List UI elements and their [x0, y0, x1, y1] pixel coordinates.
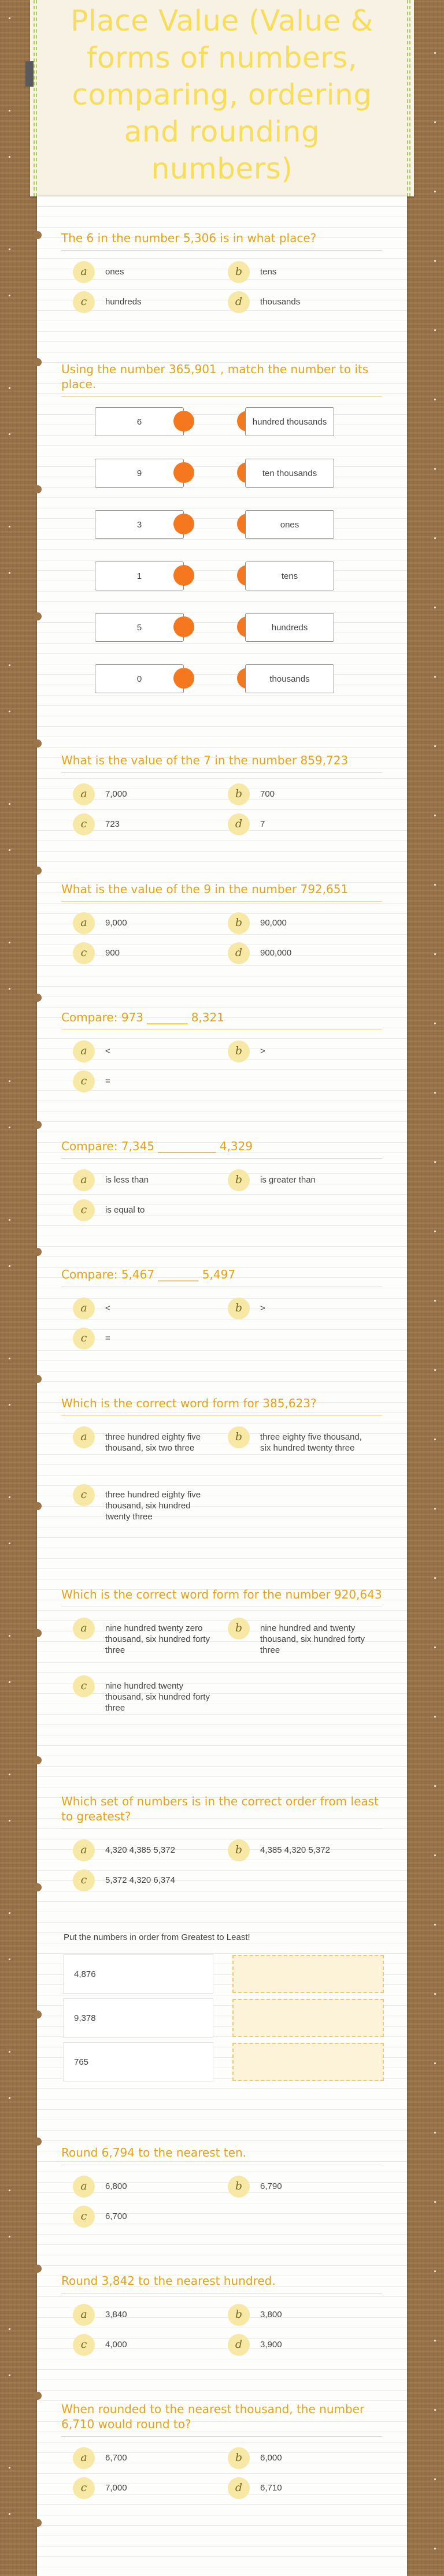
match-right[interactable]: thousands	[245, 664, 334, 693]
option-badge: d	[228, 942, 250, 964]
paper-hole	[34, 612, 42, 620]
board-pin	[9, 1265, 10, 1267]
option-badge: a	[73, 2176, 95, 2198]
drop-slot[interactable]	[232, 1999, 384, 2037]
option-badge: a	[73, 1618, 95, 1640]
match-left[interactable]: 5	[95, 613, 184, 642]
option-text: 3,900	[260, 2340, 282, 2350]
question-text: Put the numbers in order from Greatest to Least!	[64, 1932, 250, 1942]
option-text: >	[260, 1046, 265, 1056]
option-text: 700	[260, 789, 275, 799]
order-row	[64, 1999, 384, 2038]
board-pin	[9, 942, 10, 943]
option-b[interactable]	[228, 1040, 265, 1062]
paper-hole	[34, 1248, 42, 1256]
board-pin	[434, 1993, 436, 1995]
option-d[interactable]	[228, 2477, 282, 2499]
option-text: =	[105, 1076, 110, 1086]
board-pin	[434, 1023, 436, 1024]
header-border	[34, 0, 35, 196]
board-pin	[434, 953, 436, 955]
question-14	[61, 2402, 382, 2507]
board-pin	[9, 572, 10, 574]
option-badge: b	[228, 2447, 250, 2469]
match-right[interactable]: ten thousands	[245, 459, 334, 488]
option-b[interactable]	[228, 2304, 282, 2326]
match-connector-left[interactable]	[173, 668, 194, 689]
option-badge: b	[228, 1426, 250, 1448]
option-text: 6,700	[105, 2211, 127, 2221]
board-pin	[9, 295, 10, 296]
option-text: 6,700	[105, 2453, 127, 2463]
board-pin	[9, 1912, 10, 1914]
option-badge: a	[73, 1298, 95, 1319]
question-3	[61, 753, 382, 843]
board-pin	[434, 537, 436, 539]
option-text: hundreds	[105, 297, 142, 307]
option-c[interactable]	[73, 1675, 212, 1713]
board-pin	[9, 1820, 10, 1822]
draggable-number[interactable]: 765	[64, 2043, 213, 2081]
option-d[interactable]	[228, 813, 265, 835]
option-text: 6,000	[260, 2453, 282, 2463]
option-c[interactable]	[73, 291, 142, 313]
paper-hole	[34, 1883, 42, 1891]
board-pin	[434, 1577, 436, 1579]
option-badge: c	[73, 1675, 95, 1697]
question-text: Which set of numbers is in the correct order from least to greatest?	[61, 1794, 382, 1829]
question-text: When rounded to the nearest thousand, the number 6,710 would round to?	[61, 2402, 382, 2437]
option-text: 900	[105, 948, 120, 958]
option-badge: d	[228, 2334, 250, 2356]
option-text: 3,800	[260, 2310, 282, 2319]
match-row	[95, 510, 349, 538]
board-pin	[9, 2051, 10, 2053]
option-text: is greater than	[260, 1175, 316, 1185]
paper-hole	[34, 1629, 42, 1637]
option-b[interactable]	[228, 1169, 316, 1191]
board-pin	[9, 2513, 10, 2515]
board-pin	[434, 1508, 436, 1510]
question-10	[61, 1794, 382, 1900]
board-pin	[434, 468, 436, 470]
paper-hole	[34, 2138, 42, 2146]
board-pin	[9, 664, 10, 666]
paper-hole	[34, 2265, 42, 2273]
option-text: is less than	[105, 1175, 149, 1185]
board-pin	[9, 849, 10, 851]
question-text: Which is the correct word form for the number 920,643	[61, 1587, 382, 1607]
option-badge: c	[73, 291, 95, 313]
match-right[interactable]: ones	[245, 510, 334, 539]
option-badge: d	[228, 291, 250, 313]
board-pin	[434, 1369, 436, 1371]
option-text: nine hundred and twenty thousand, six hundred forty three	[260, 1623, 365, 1655]
option-text: 900,000	[260, 948, 292, 958]
option-text: 7	[260, 819, 265, 829]
option-b[interactable]	[228, 1298, 265, 1319]
option-b[interactable]	[228, 261, 276, 283]
option-badge: b	[228, 912, 250, 934]
paper-hole	[34, 1502, 42, 1510]
option-b[interactable]	[228, 1618, 367, 1656]
option-badge: c	[73, 2206, 95, 2228]
option-d[interactable]	[228, 942, 291, 964]
option-text: thousands	[260, 297, 301, 307]
option-text: >	[260, 1303, 265, 1313]
board-pin	[434, 2548, 436, 2549]
match-row	[95, 407, 349, 435]
question-11	[64, 1932, 384, 2087]
option-badge: a	[73, 1040, 95, 1062]
option-badge: a	[73, 783, 95, 805]
option-c[interactable]	[73, 942, 120, 964]
option-text: <	[105, 1303, 110, 1313]
paper-hole	[34, 1121, 42, 1129]
board-pin	[434, 2132, 436, 2133]
header-border	[409, 0, 410, 196]
board-pin	[434, 1161, 436, 1163]
board-pin	[434, 260, 436, 262]
option-text: <	[105, 1046, 110, 1056]
match-connector-left[interactable]	[173, 514, 194, 534]
option-badge: b	[228, 783, 250, 805]
option-text: 5,372 4,320 6,374	[105, 1875, 175, 1885]
question-text: Using the number 365,901 , match the number to its place.	[61, 362, 382, 397]
board-pin	[9, 1542, 10, 1544]
board-pin	[434, 1785, 436, 1787]
board-pin	[434, 2062, 436, 2064]
option-text: nine hundred twenty zero thousand, six hundred forty three	[105, 1623, 210, 1655]
match-right[interactable]: hundreds	[245, 613, 334, 642]
option-text: =	[105, 1333, 110, 1343]
option-text: 4,385 4,320 5,372	[260, 1845, 330, 1855]
board-pin	[434, 745, 436, 747]
board-pin	[9, 248, 10, 250]
option-badge: d	[228, 813, 250, 835]
order-row	[64, 1955, 384, 1994]
board-pin	[434, 1924, 436, 1926]
board-pin	[9, 1635, 10, 1637]
option-badge: c	[73, 1869, 95, 1891]
option-d[interactable]	[228, 291, 300, 313]
option-b[interactable]	[228, 1426, 367, 1454]
board-pin	[434, 1231, 436, 1232]
option-c[interactable]	[73, 1070, 110, 1092]
option-text: ones	[105, 267, 124, 277]
option-badge: b	[228, 1040, 250, 1062]
match-left[interactable]: 0	[95, 664, 184, 693]
board-pin	[434, 2340, 436, 2341]
board-pin	[9, 2467, 10, 2469]
board-pin	[9, 1404, 10, 1406]
question-7	[61, 1267, 382, 1358]
option-text: 6,800	[105, 2181, 127, 2191]
paper-hole	[34, 2519, 42, 2527]
option-text: 7,000	[105, 789, 127, 799]
board-pin	[9, 988, 10, 990]
paper-hole	[34, 867, 42, 875]
option-a[interactable]	[73, 912, 127, 934]
board-pin	[9, 1496, 10, 1498]
question-text: The 6 in the number 5,306 is in what place?	[61, 231, 382, 251]
question-12	[61, 2145, 382, 2236]
question-1	[61, 231, 382, 321]
board-pin	[9, 1080, 10, 1082]
board-pin	[434, 2478, 436, 2480]
option-a[interactable]	[73, 261, 124, 283]
board-pin	[9, 2097, 10, 2099]
question-text: Compare: 973 _______ 8,321	[61, 1010, 382, 1030]
option-badge: b	[228, 261, 250, 283]
header-border	[36, 0, 37, 196]
option-badge: c	[73, 1199, 95, 1221]
option-a[interactable]	[73, 1618, 212, 1656]
option-a[interactable]	[73, 783, 127, 805]
board-pin	[9, 1219, 10, 1221]
option-text: 6,790	[260, 2181, 282, 2191]
paper-hole	[34, 1756, 42, 1764]
option-badge: b	[228, 2176, 250, 2198]
board-pin	[9, 1358, 10, 1359]
match-right[interactable]: hundred thousands	[245, 407, 334, 436]
option-c[interactable]	[73, 2206, 127, 2228]
option-badge: c	[73, 2334, 95, 2356]
question-text: Compare: 7,345 __________ 4,329	[61, 1139, 382, 1159]
option-text: 3,840	[105, 2310, 127, 2319]
board-pin	[434, 2409, 436, 2411]
board-pin	[434, 607, 436, 608]
option-badge: c	[73, 1070, 95, 1092]
option-text: three hundred eighty five thousand, six two three	[105, 1432, 201, 1453]
option-text: 90,000	[260, 918, 287, 928]
board-pin	[434, 52, 436, 54]
paper-hole	[34, 739, 42, 748]
match-left[interactable]: 1	[95, 562, 184, 590]
board-pin	[9, 387, 10, 389]
paper-hole	[34, 358, 42, 366]
board-pin	[434, 399, 436, 400]
option-text: 723	[105, 819, 120, 829]
paper-hole	[34, 2392, 42, 2400]
header-border	[407, 0, 408, 196]
board-pin	[9, 156, 10, 158]
option-b[interactable]	[228, 2447, 282, 2469]
option-a[interactable]	[73, 2447, 127, 2469]
option-badge: b	[228, 1298, 250, 1319]
option-b[interactable]	[228, 912, 287, 934]
board-pin	[9, 711, 10, 712]
option-badge: a	[73, 2447, 95, 2469]
option-text: is equal to	[105, 1205, 145, 1215]
board-pin	[9, 803, 10, 805]
board-pin	[9, 110, 10, 111]
paper-hole	[34, 485, 42, 493]
option-badge: b	[228, 1169, 250, 1191]
option-text: 4,000	[105, 2340, 127, 2350]
board-pin	[434, 2270, 436, 2272]
option-b[interactable]	[228, 1839, 330, 1861]
board-pin	[9, 1681, 10, 1683]
question-6	[61, 1139, 382, 1229]
option-badge: b	[228, 1839, 250, 1861]
option-c[interactable]	[73, 2477, 127, 2499]
order-row	[64, 2043, 384, 2082]
board-pin	[9, 2236, 10, 2237]
option-text: 6,710	[260, 2483, 282, 2493]
match-left[interactable]: 9	[95, 459, 184, 488]
question-text: Compare: 5,467 _______ 5,497	[61, 1267, 382, 1287]
board-pin	[9, 2328, 10, 2330]
match-row	[95, 459, 349, 486]
option-d[interactable]	[228, 2334, 282, 2356]
option-badge: c	[73, 813, 95, 835]
option-text: 4,320 4,385 5,372	[105, 1845, 175, 1855]
match-right[interactable]: tens	[245, 562, 334, 590]
board-pin	[434, 676, 436, 678]
option-a[interactable]	[73, 1169, 149, 1191]
board-pin	[434, 1854, 436, 1856]
option-c[interactable]	[73, 2334, 127, 2356]
option-text: three hundred eighty five thousand, six hundred twenty three	[105, 1490, 201, 1522]
option-badge: c	[73, 1484, 95, 1506]
board-pin	[434, 121, 436, 123]
question-text: Which is the correct word form for 385,623?	[61, 1396, 382, 1416]
option-badge: d	[228, 2477, 250, 2499]
option-c[interactable]	[73, 1199, 145, 1221]
page-title: Place Value (Value & forms of numbers, comparing, ordering and rounding numbers)	[71, 4, 373, 185]
board-pin	[434, 1646, 436, 1648]
board-pin	[9, 526, 10, 527]
board-pin	[434, 191, 436, 192]
option-badge: a	[73, 1169, 95, 1191]
question-text: Round 3,842 to the nearest hundred.	[61, 2273, 382, 2294]
option-badge: b	[228, 1618, 250, 1640]
option-badge: c	[73, 2477, 95, 2499]
option-badge: a	[73, 912, 95, 934]
question-4	[61, 882, 382, 972]
board-pin	[434, 1438, 436, 1440]
question-5	[61, 1010, 382, 1101]
option-a[interactable]	[73, 2176, 127, 2198]
match-connector-left[interactable]	[173, 411, 194, 432]
draggable-number[interactable]: 9,378	[64, 1999, 213, 2037]
option-a[interactable]	[73, 1298, 110, 1319]
option-text: tens	[260, 267, 277, 277]
drop-slot[interactable]	[232, 1955, 384, 1993]
match-row	[95, 562, 349, 589]
option-text: three eighty five thousand, six hundred twenty three	[260, 1432, 362, 1453]
option-c[interactable]	[73, 1328, 110, 1350]
option-text: nine hundred twenty thousand, six hundred forty three	[105, 1681, 210, 1713]
option-badge: c	[73, 1328, 95, 1350]
paper-hole	[34, 994, 42, 1002]
option-b[interactable]	[228, 2176, 282, 2198]
board-pin	[9, 1127, 10, 1128]
drop-slot[interactable]	[232, 2043, 384, 2081]
board-pin	[434, 2201, 436, 2203]
match-row	[95, 664, 349, 692]
board-pin	[434, 329, 436, 331]
option-badge: a	[73, 261, 95, 283]
option-c[interactable]	[73, 813, 120, 835]
match-left[interactable]: 3	[95, 510, 184, 539]
option-a[interactable]	[73, 2304, 127, 2326]
question-8	[61, 1396, 382, 1530]
match-connector-left[interactable]	[173, 462, 194, 483]
option-badge: a	[73, 1426, 95, 1448]
board-pin	[9, 2374, 10, 2376]
board-pin	[434, 1300, 436, 1302]
question-13	[61, 2273, 382, 2364]
board-pin	[9, 433, 10, 435]
option-badge: a	[73, 1839, 95, 1861]
question-text: What is the value of the 9 in the number 792,651	[61, 882, 382, 902]
worksheet-header	[30, 0, 414, 196]
option-badge: a	[73, 2304, 95, 2326]
option-a[interactable]	[73, 1040, 110, 1062]
option-c[interactable]	[73, 1484, 212, 1522]
option-a[interactable]	[73, 1426, 212, 1454]
match-connector-left[interactable]	[173, 616, 194, 637]
board-pin	[434, 815, 436, 816]
board-pin	[9, 1774, 10, 1775]
board-pin	[434, 884, 436, 886]
question-text: What is the value of the 7 in the number 859,723	[61, 753, 382, 773]
board-pin	[434, 1092, 436, 1094]
option-text: 7,000	[105, 2483, 127, 2493]
option-a[interactable]	[73, 1839, 175, 1861]
match-left[interactable]: 6	[95, 407, 184, 436]
paper-hole	[34, 1375, 42, 1383]
option-text: 9,000	[105, 918, 127, 928]
board-pin	[434, 1716, 436, 1718]
draggable-number[interactable]: 4,876	[64, 1955, 213, 1993]
header-ribbon	[25, 61, 34, 87]
option-badge: b	[228, 2304, 250, 2326]
board-pin	[9, 17, 10, 19]
option-c[interactable]	[73, 1869, 175, 1891]
question-2	[61, 362, 382, 719]
paper-hole	[34, 2010, 42, 2019]
board-pin	[9, 2190, 10, 2191]
match-connector-left[interactable]	[173, 565, 194, 586]
option-badge: c	[73, 942, 95, 964]
match-row	[95, 613, 349, 641]
paper-hole	[34, 231, 42, 239]
question-text: Round 6,794 to the nearest ten.	[61, 2145, 382, 2165]
option-b[interactable]	[228, 783, 275, 805]
board-pin	[9, 1958, 10, 1960]
question-9	[61, 1587, 382, 1722]
